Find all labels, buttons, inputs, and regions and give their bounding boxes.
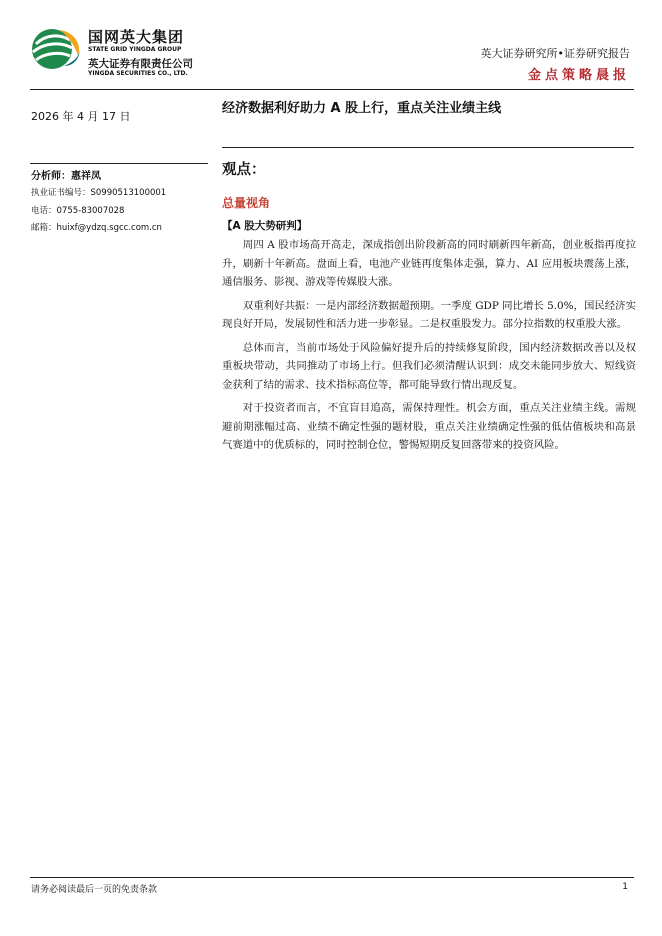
- analyst-phone: 电话：0755-83007028: [31, 206, 125, 216]
- title-divider: [222, 147, 634, 148]
- report-title: 经济数据利好助力 A 股上行，重点关注业绩主线: [222, 101, 502, 116]
- research-institute-label: 英大证券研究所•证券研究报告: [480, 47, 630, 60]
- section-tag: 【A 股大势研判】: [222, 220, 308, 232]
- body-paragraph: 周四 A 股市场高开高走，深成指创出阶段新高的同时刷新四年新高，创业板指再度拉升，刷新十年新高。盘面上看，电池产业链再度集体走强，算力、AI 应用板块震荡上涨，通信服务、影视、游戏等传媒股大涨。: [222, 239, 636, 288]
- view-heading: 观点：: [222, 162, 266, 178]
- footer-divider: [30, 877, 634, 878]
- report-date: 2026 年 4 月 17 日: [31, 110, 131, 123]
- group-name-cn: 国网英大集团: [88, 28, 185, 46]
- section-title: 总量视角: [222, 196, 271, 210]
- state-grid-globe-icon: [30, 26, 82, 72]
- company-logo: [30, 24, 205, 80]
- analyst-divider: [30, 163, 208, 164]
- body-paragraph: 对于投资者而言，不宜盲目追高，需保持理性。机会方面，重点关注业绩主线。需规避前期涨幅过高、业绩不确定性强的题材股，重点关注业绩确定性强的低估值板块和高景气赛道中的优质标的，同时控制仓位，警惕短期反复回落带来的投资风险。: [222, 402, 636, 451]
- company-name-en: YINGDA SECURITIES CO., LTD.: [88, 70, 188, 77]
- analyst-cert: 执业证书编号：S0990513100001: [31, 188, 167, 198]
- disclaimer-note: 请务必阅读最后一页的免责条款: [31, 885, 158, 895]
- report-body: [222, 236, 636, 460]
- analyst-name: 分析师：惠祥凤: [31, 171, 101, 182]
- analyst-email[interactable]: 邮箱：huixf@ydzq.sgcc.com.cn: [31, 223, 162, 233]
- header-divider: [30, 89, 634, 90]
- company-name-cn: 英大证券有限责任公司: [88, 58, 193, 70]
- page-number: 1: [622, 882, 628, 892]
- group-name-en: STATE GRID YINGDA GROUP: [88, 46, 182, 53]
- report-type-title: 金点策略晨报: [527, 68, 630, 83]
- body-paragraph: 总体而言，当前市场处于风险偏好提升后的持续修复阶段，国内经济数据改善以及权重板块带动，共同推动了市场上行。但我们必须清醒认识到：成交未能同步放大、短线资金获利了结的需求、技术指标高位等，都可能导致行情出现反复。: [222, 341, 636, 391]
- body-paragraph: 双重利好共振：一是内部经济数据超预期。一季度 GDP 同比增长 5.0%，国民经济实现良好开局，发展韧性和活力进一步彰显。二是权重股发力。部分拉指数的权重股大涨。: [222, 299, 636, 330]
